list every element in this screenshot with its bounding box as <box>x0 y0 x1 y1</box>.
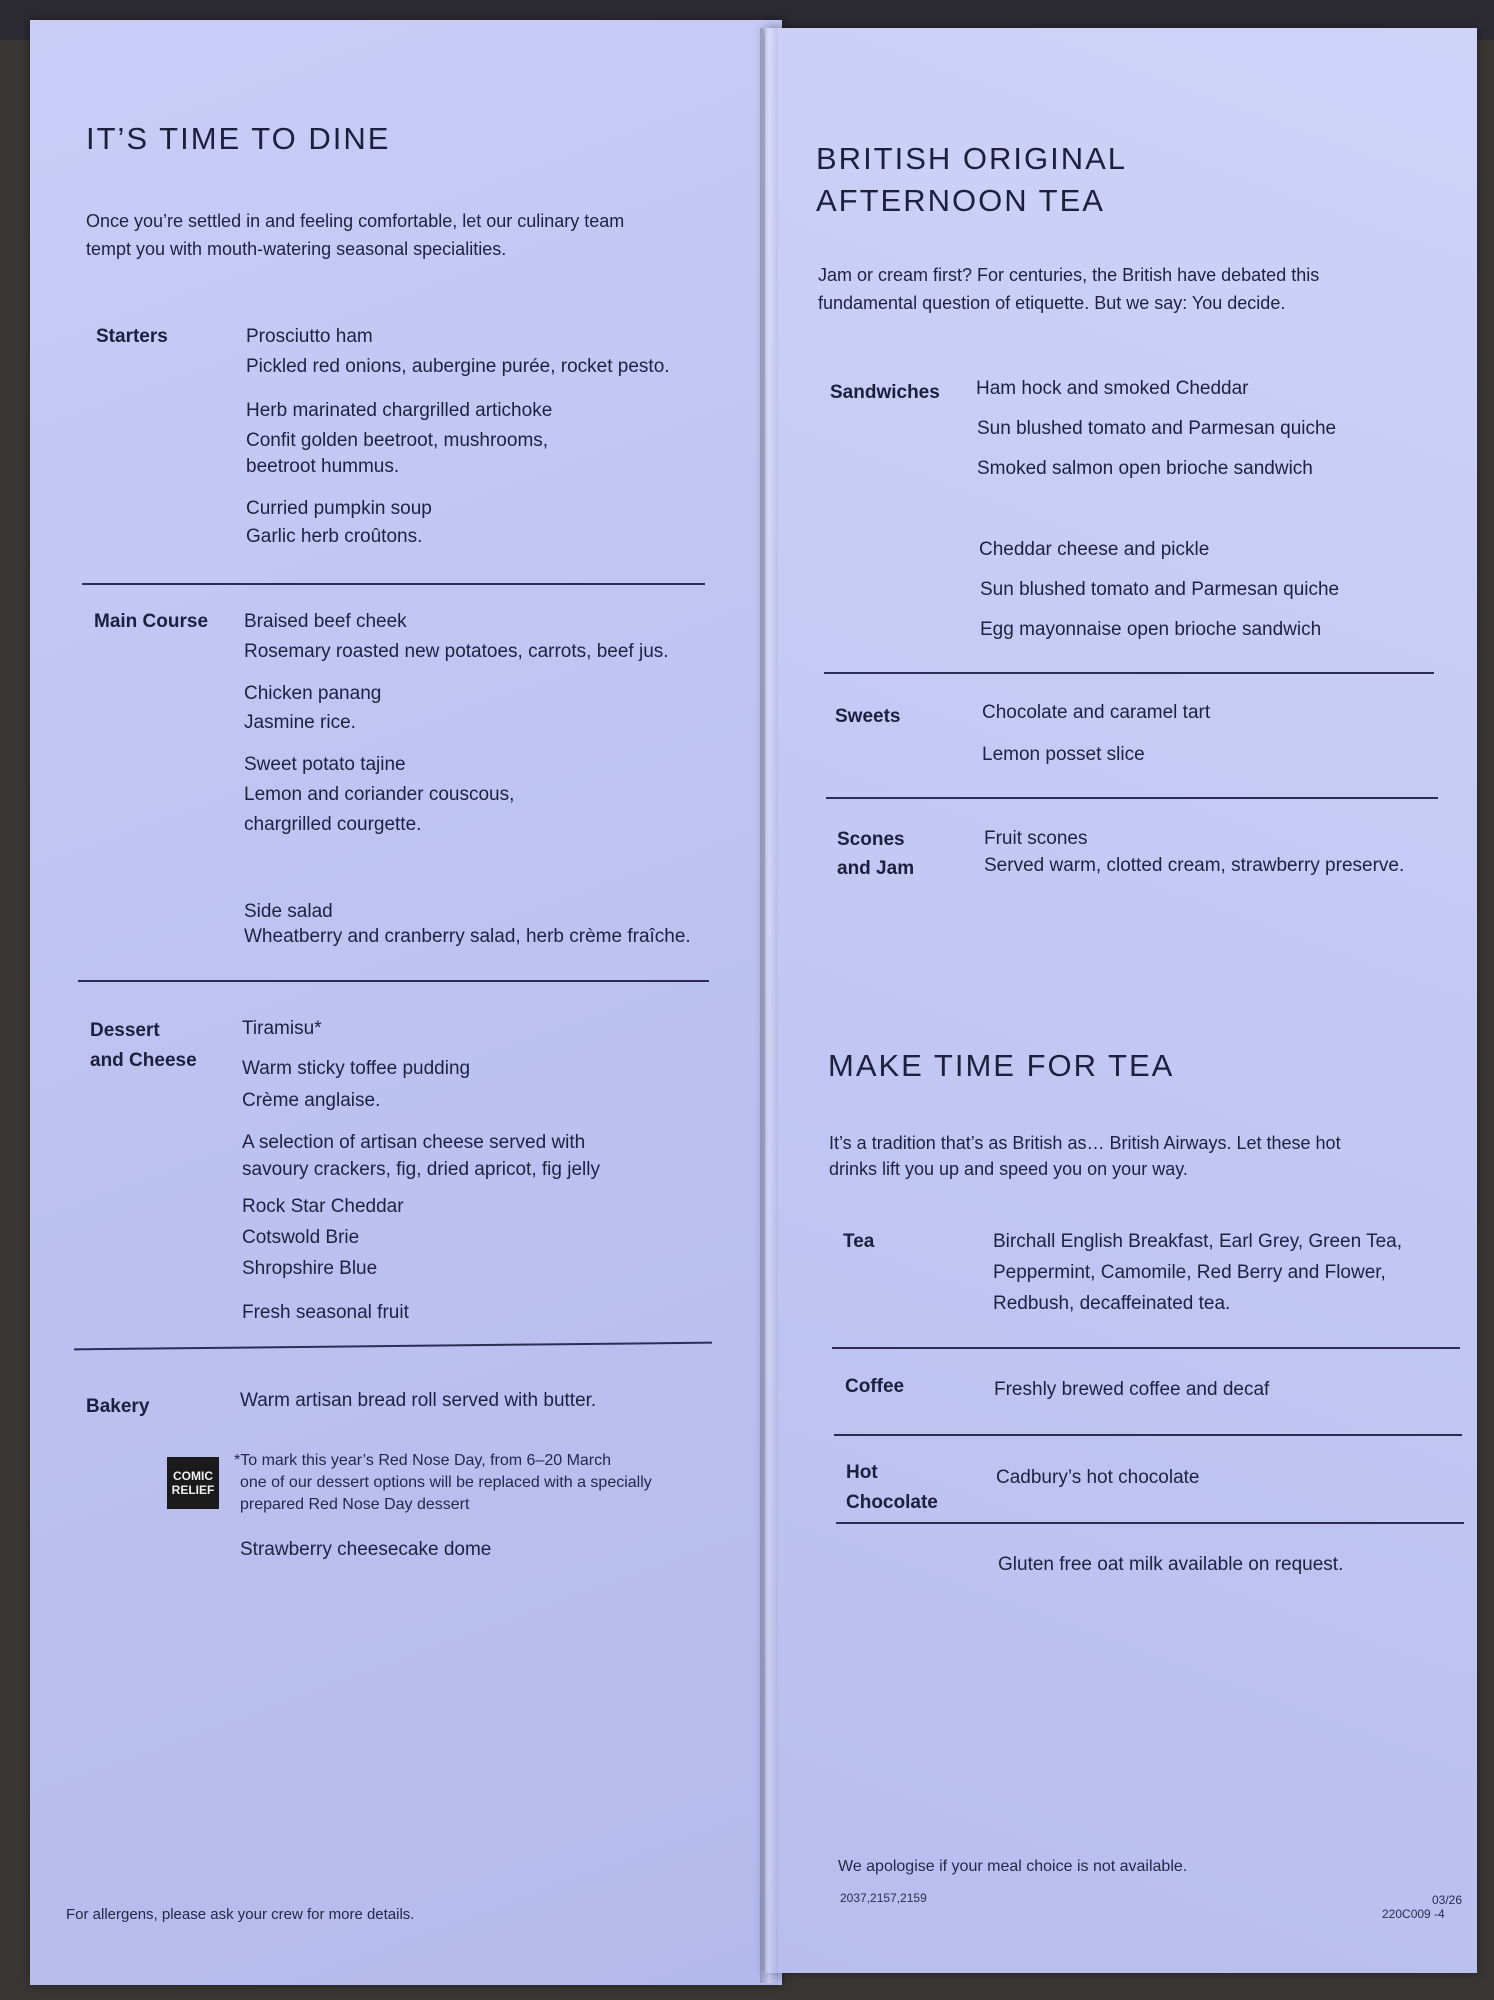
divider <box>824 672 1434 674</box>
cheese-item: Shropshire Blue <box>242 1258 378 1279</box>
main-item: Chicken panang <box>244 683 382 704</box>
main-item-desc: Wheatberry and cranberry salad, herb crème fraîche. <box>244 926 691 947</box>
menu-fold <box>760 28 778 1983</box>
starter-item-desc: beetroot hummus. <box>246 456 400 477</box>
main-item: Braised beef cheek <box>244 611 407 632</box>
tea-item: Peppermint, Camomile, Red Berry and Flower, <box>993 1262 1386 1283</box>
dessert-label: Dessert <box>90 1020 160 1041</box>
coffee-item: Freshly brewed coffee and decaf <box>994 1379 1270 1400</box>
tea-title: MAKE TIME FOR TEA <box>828 1048 1175 1083</box>
divider <box>836 1522 1464 1524</box>
hot-chocolate-label: Hot <box>846 1462 878 1483</box>
tea-item: Redbush, decaffeinated tea. <box>993 1293 1231 1314</box>
starter-item-desc: Garlic herb croûtons. <box>246 526 423 547</box>
red-nose-note-line-3: prepared Red Nose Day dessert <box>240 1496 470 1513</box>
cheese-item: Cotswold Brie <box>242 1227 360 1248</box>
sandwiches-label: Sandwiches <box>830 382 940 403</box>
tea-intro-line-1: It’s a tradition that’s as British as… British Airways. Let these hot <box>829 1133 1341 1153</box>
dessert-item: Tiramisu* <box>242 1018 322 1039</box>
dine-intro-line-2: tempt you with mouth-watering seasonal specialities. <box>86 239 507 259</box>
sandwich-item: Sun blushed tomato and Parmesan quiche <box>977 418 1337 439</box>
menu-ref-code: 220C009 -4 <box>1382 1907 1445 1921</box>
allergen-footer: For allergens, please ask your crew for more details. <box>66 1906 415 1923</box>
divider <box>78 980 709 982</box>
divider <box>826 797 1438 799</box>
sweets-label: Sweets <box>835 706 901 727</box>
red-nose-note-line-1: *To mark this year’s Red Nose Day, from 6–20 March <box>234 1452 612 1469</box>
menu-date: 03/26 <box>1432 1893 1463 1907</box>
main-item-desc: Rosemary roasted new potatoes, carrots, beef jus. <box>244 641 669 662</box>
starters-label: Starters <box>96 326 168 347</box>
menu-right-page <box>765 28 1477 1973</box>
main-item-desc: Lemon and coriander couscous, <box>244 784 515 805</box>
apology-note: We apologise if your meal choice is not available. <box>838 1858 1188 1875</box>
dessert-item-desc: Crème anglaise. <box>242 1090 381 1111</box>
hot-chocolate-item: Cadbury’s hot chocolate <box>996 1467 1200 1488</box>
dine-title: IT’S TIME TO DINE <box>86 121 391 156</box>
main-item-desc: chargrilled courgette. <box>244 814 422 835</box>
cheese-item: Rock Star Cheddar <box>242 1196 404 1217</box>
bakery-label: Bakery <box>86 1396 150 1417</box>
main-item: Side salad <box>244 901 333 922</box>
tea-intro-line-2: drinks lift you up and speed you on your way. <box>829 1159 1188 1179</box>
scones-label: Scones <box>837 829 905 850</box>
dessert-item: Fresh seasonal fruit <box>242 1302 409 1323</box>
starter-item: Prosciutto ham <box>246 326 373 347</box>
divider <box>82 583 705 585</box>
dessert-item: Warm sticky toffee pudding <box>242 1058 471 1079</box>
divider <box>832 1347 1460 1349</box>
red-nose-note-line-2: one of our dessert options will be replaced with a specially <box>240 1474 652 1491</box>
starter-item-desc: Pickled red onions, aubergine purée, rocket pesto. <box>246 356 670 377</box>
dessert-item-desc: savoury crackers, fig, dried apricot, fig jelly <box>242 1159 600 1180</box>
starter-item: Curried pumpkin soup <box>246 498 432 519</box>
starter-item: Herb marinated chargrilled artichoke <box>246 400 553 421</box>
main-item: Sweet potato tajine <box>244 754 406 775</box>
sweets-item: Lemon posset slice <box>982 744 1145 765</box>
afternoon-tea-intro-line-1: Jam or cream first? For centuries, the British have debated this <box>818 265 1320 285</box>
main-course-label: Main Course <box>94 611 209 632</box>
menu-left-page <box>30 20 782 1985</box>
dine-intro-line-1: Once you’re settled in and feeling comfortable, let our culinary team <box>86 211 625 231</box>
sandwich-item: Egg mayonnaise open brioche sandwich <box>980 619 1322 640</box>
afternoon-tea-title-1: BRITISH ORIGINAL <box>816 141 1128 176</box>
afternoon-tea-intro-line-2: fundamental question of etiquette. But we say: You decide. <box>818 293 1286 313</box>
starter-item-desc: Confit golden beetroot, mushrooms, <box>246 430 549 451</box>
bakery-item: Warm artisan bread roll served with butter. <box>240 1390 597 1411</box>
menu-code: 2037,2157,2159 <box>840 1891 927 1905</box>
sandwich-item: Ham hock and smoked Cheddar <box>976 378 1249 399</box>
sweets-item: Chocolate and caramel tart <box>982 702 1211 723</box>
comic-relief-logo: COMIC RELIEF <box>167 1457 219 1509</box>
sandwich-item: Cheddar cheese and pickle <box>979 539 1210 560</box>
scones-item-desc: Served warm, clotted cream, strawberry preserve. <box>984 855 1405 876</box>
red-nose-dessert: Strawberry cheesecake dome <box>240 1539 492 1560</box>
hot-chocolate-label-2: Chocolate <box>846 1492 938 1513</box>
divider <box>834 1434 1462 1436</box>
sandwich-item: Smoked salmon open brioche sandwich <box>977 458 1313 479</box>
afternoon-tea-title-2: AFTERNOON TEA <box>816 183 1105 218</box>
dessert-item: A selection of artisan cheese served with <box>242 1132 586 1153</box>
tea-label: Tea <box>843 1231 875 1252</box>
scones-label-2: and Jam <box>837 858 915 879</box>
dessert-label-2: and Cheese <box>90 1050 197 1071</box>
coffee-label: Coffee <box>845 1376 905 1397</box>
sandwich-item: Sun blushed tomato and Parmesan quiche <box>980 579 1340 600</box>
tea-item: Birchall English Breakfast, Earl Grey, Green Tea, <box>993 1231 1403 1252</box>
main-item-desc: Jasmine rice. <box>244 712 356 733</box>
scones-item: Fruit scones <box>984 828 1088 849</box>
oat-milk-note: Gluten free oat milk available on request. <box>998 1554 1344 1575</box>
